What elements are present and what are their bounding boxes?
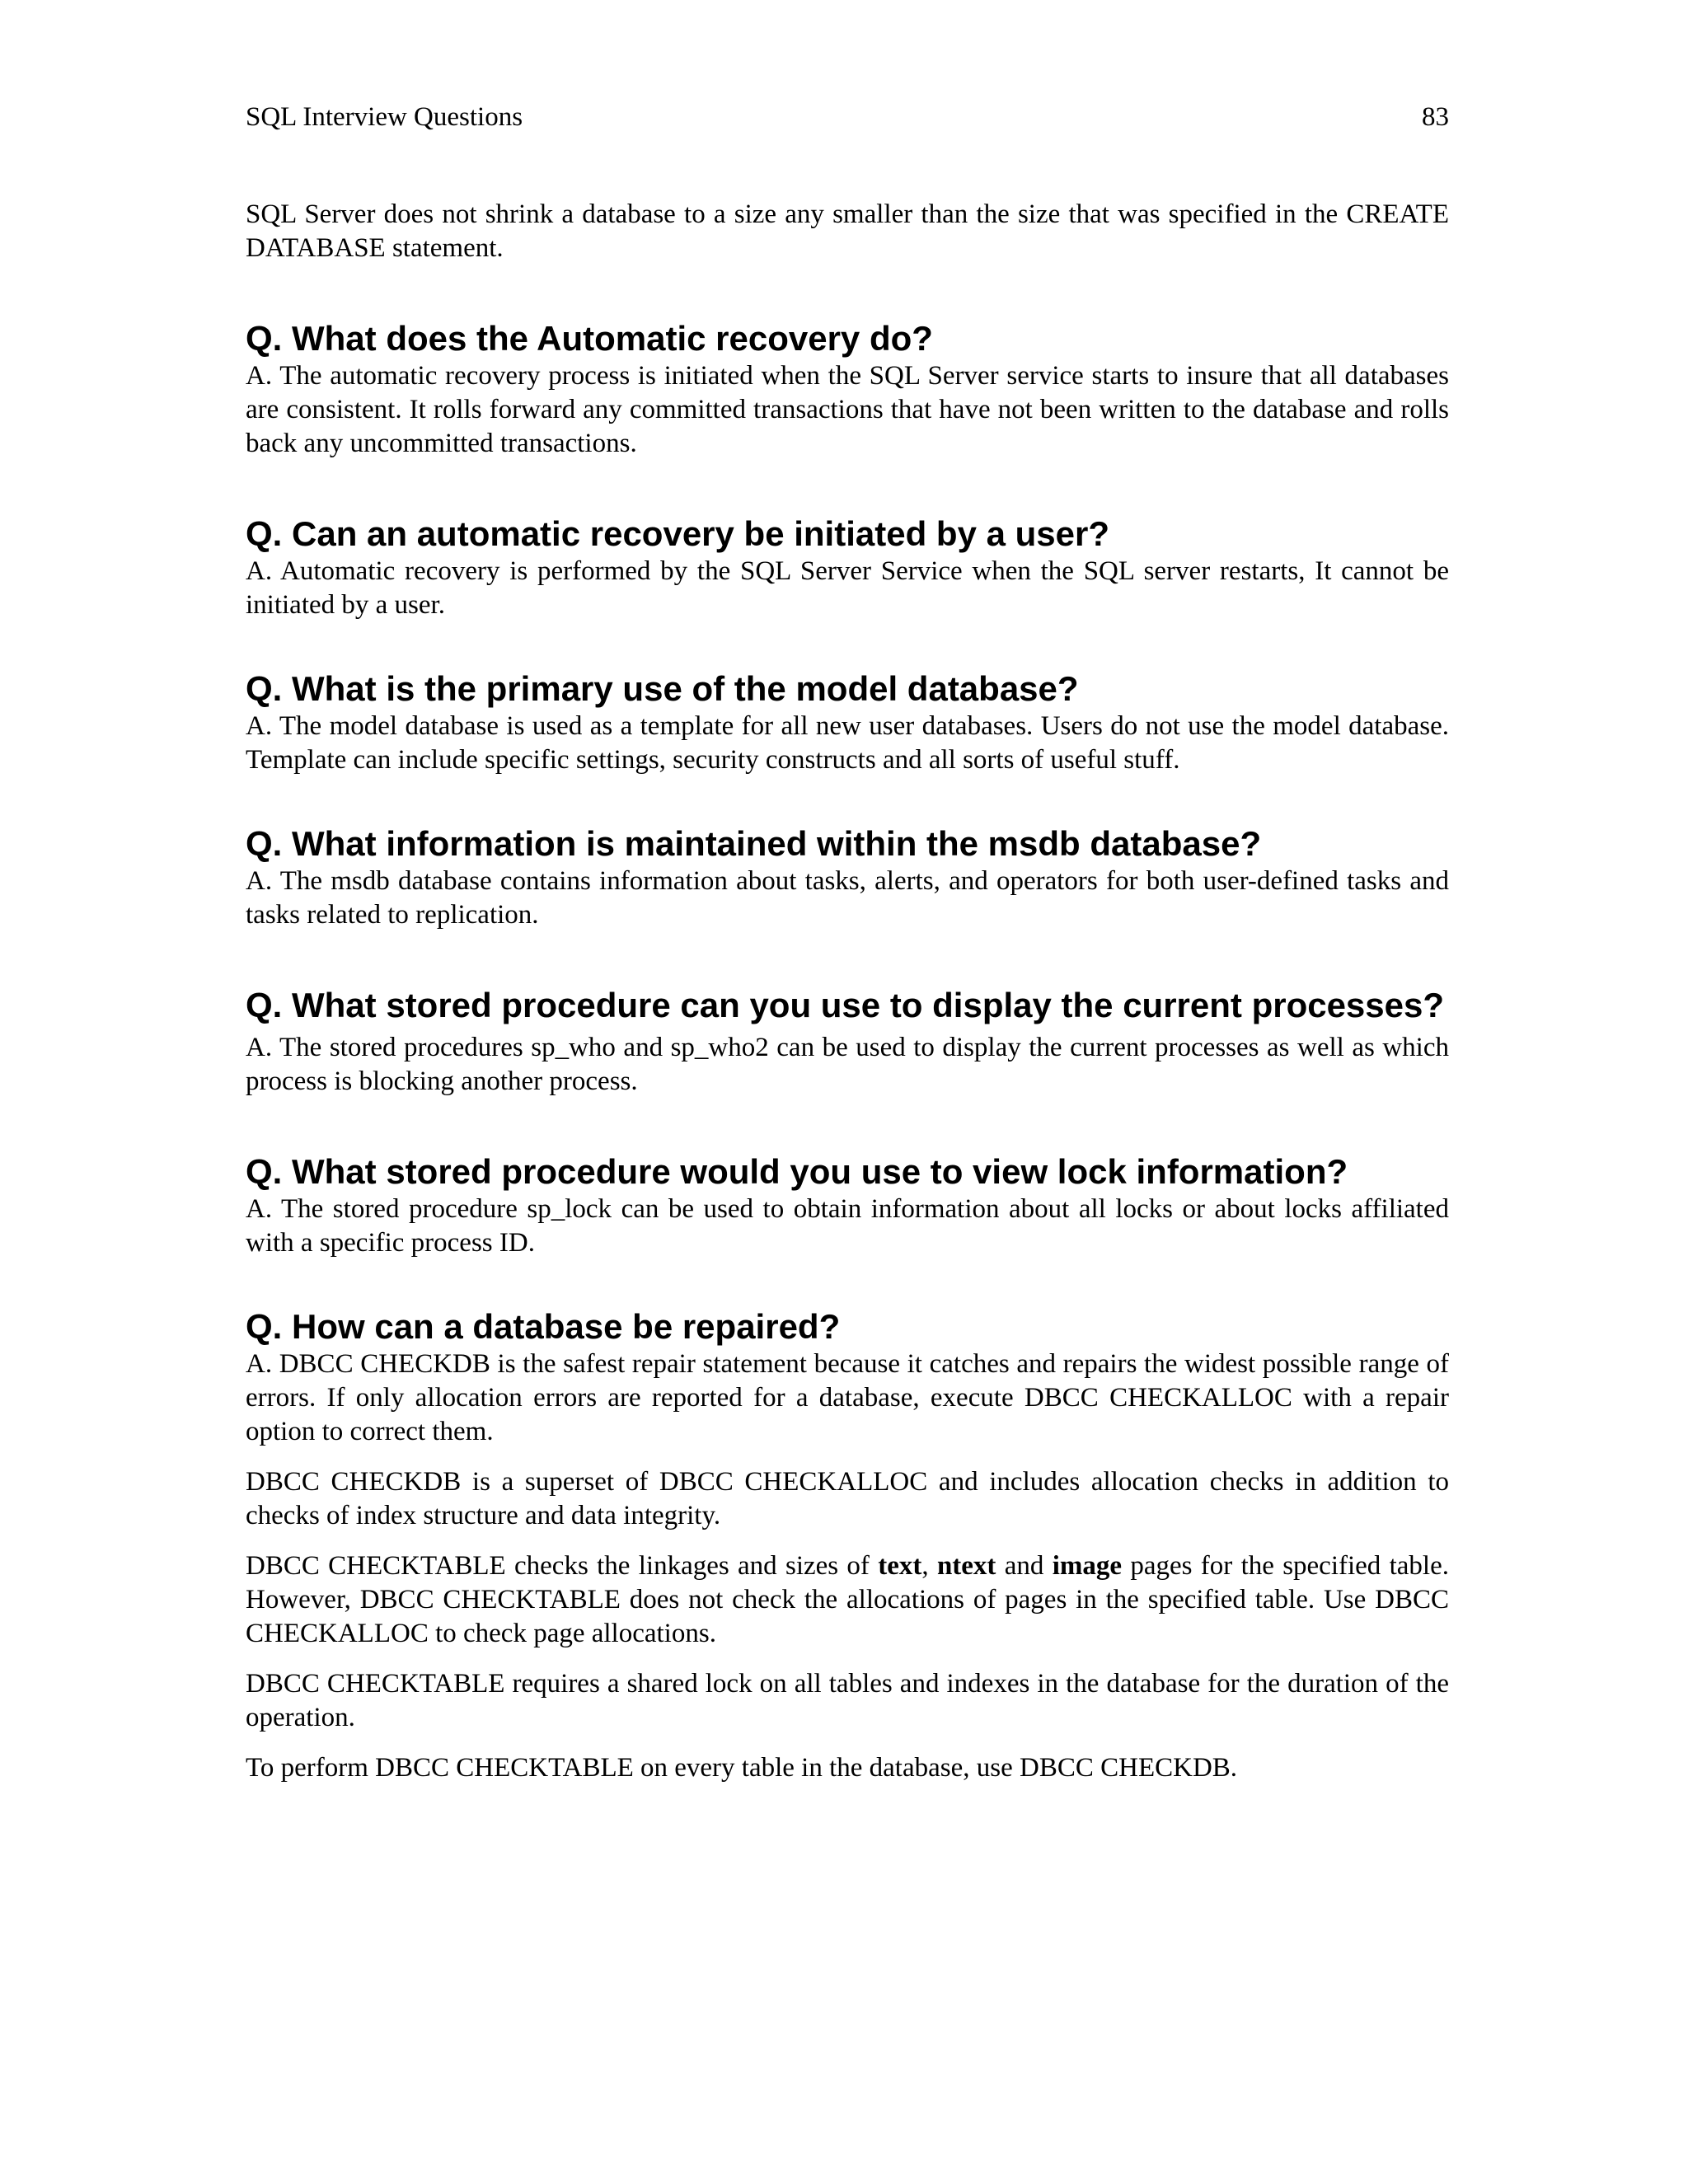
text-segment: pages for the specified table. However, DBCC CHECKTABLE does not check the allocations of pages in the specified table. Use DBCC CHECKALLOC to check page allocations.	[246, 1551, 1449, 1648]
term-image: image	[1052, 1551, 1123, 1581]
term-text: text	[878, 1551, 922, 1581]
question-database-repair: Q. How can a database be repaired?	[246, 1307, 841, 1346]
page-content	[246, 198, 1449, 1785]
answer-msdb-database: A. The msdb database contains information about tasks, alerts, and operators for both user-defined tasks and tasks related to replication.	[246, 866, 1449, 930]
header-title: SQL Interview Questions	[246, 102, 523, 132]
running-header	[246, 99, 1449, 135]
question-msdb-database: Q. What information is maintained within the msdb database?	[246, 824, 1262, 863]
page-number: 83	[1422, 102, 1449, 132]
answer-lock-information: A. The stored procedure sp_lock can be used to obtain information about all locks or about locks affiliated with a specific process ID.	[246, 1194, 1449, 1258]
text-segment: and	[996, 1551, 1053, 1581]
answer-database-repair: A. DBCC CHECKDB is the safest repair statement because it catches and repairs the widest possible range of errors. If only allocation errors are reported for a database, execute DBCC CHECKALLOC with a repair option to correct them.	[246, 1349, 1449, 1446]
text-segment: DBCC CHECKTABLE checks the linkages and sizes of	[246, 1551, 879, 1581]
answer-current-processes: A. The stored procedures sp_who and sp_who2 can be used to display the current processes as well as which process is blocking another process.	[246, 1033, 1449, 1096]
question-automatic-recovery: Q. What does the Automatic recovery do?	[246, 319, 933, 358]
question-recovery-by-user: Q. Can an automatic recovery be initiated by a user?	[246, 514, 1109, 553]
document-page	[246, 0, 1449, 2184]
paragraph-checktable-every-table: To perform DBCC CHECKTABLE on every table in the database, use DBCC CHECKDB.	[246, 1753, 1238, 1783]
question-current-processes: Q. What stored procedure can you use to display the current processes?	[246, 986, 1445, 1024]
paragraph-checktable-linkages	[246, 1549, 1449, 1651]
question-lock-information: Q. What stored procedure would you use to view lock information?	[246, 1152, 1348, 1191]
paragraph-checkdb-superset: DBCC CHECKDB is a superset of DBCC CHECKALLOC and includes allocation checks in addition to checks of index structure and data integrity.	[246, 1467, 1449, 1530]
term-ntext: ntext	[936, 1551, 996, 1581]
answer-automatic-recovery: A. The automatic recovery process is initiated when the SQL Server service starts to insure that all databases are consistent. It rolls forward any committed transactions that have not been written to the database and rolls back any uncommitted transactions.	[246, 361, 1449, 458]
text-segment: ,	[921, 1551, 937, 1581]
paragraph-checktable-lock: DBCC CHECKTABLE requires a shared lock on all tables and indexes in the database for the duration of the operation.	[246, 1669, 1449, 1732]
intro-paragraph: SQL Server does not shrink a database to a size any smaller than the size that was specified in the CREATE DATABASE statement.	[246, 199, 1449, 263]
answer-model-database: A. The model database is used as a template for all new user databases. Users do not use the model database. Template can include specific settings, security constructs and all sorts of useful stuff.	[246, 711, 1449, 775]
question-model-database: Q. What is the primary use of the model database?	[246, 669, 1079, 708]
answer-recovery-by-user: A. Automatic recovery is performed by the SQL Server Service when the SQL server restarts, It cannot be initiated by a user.	[246, 556, 1449, 620]
